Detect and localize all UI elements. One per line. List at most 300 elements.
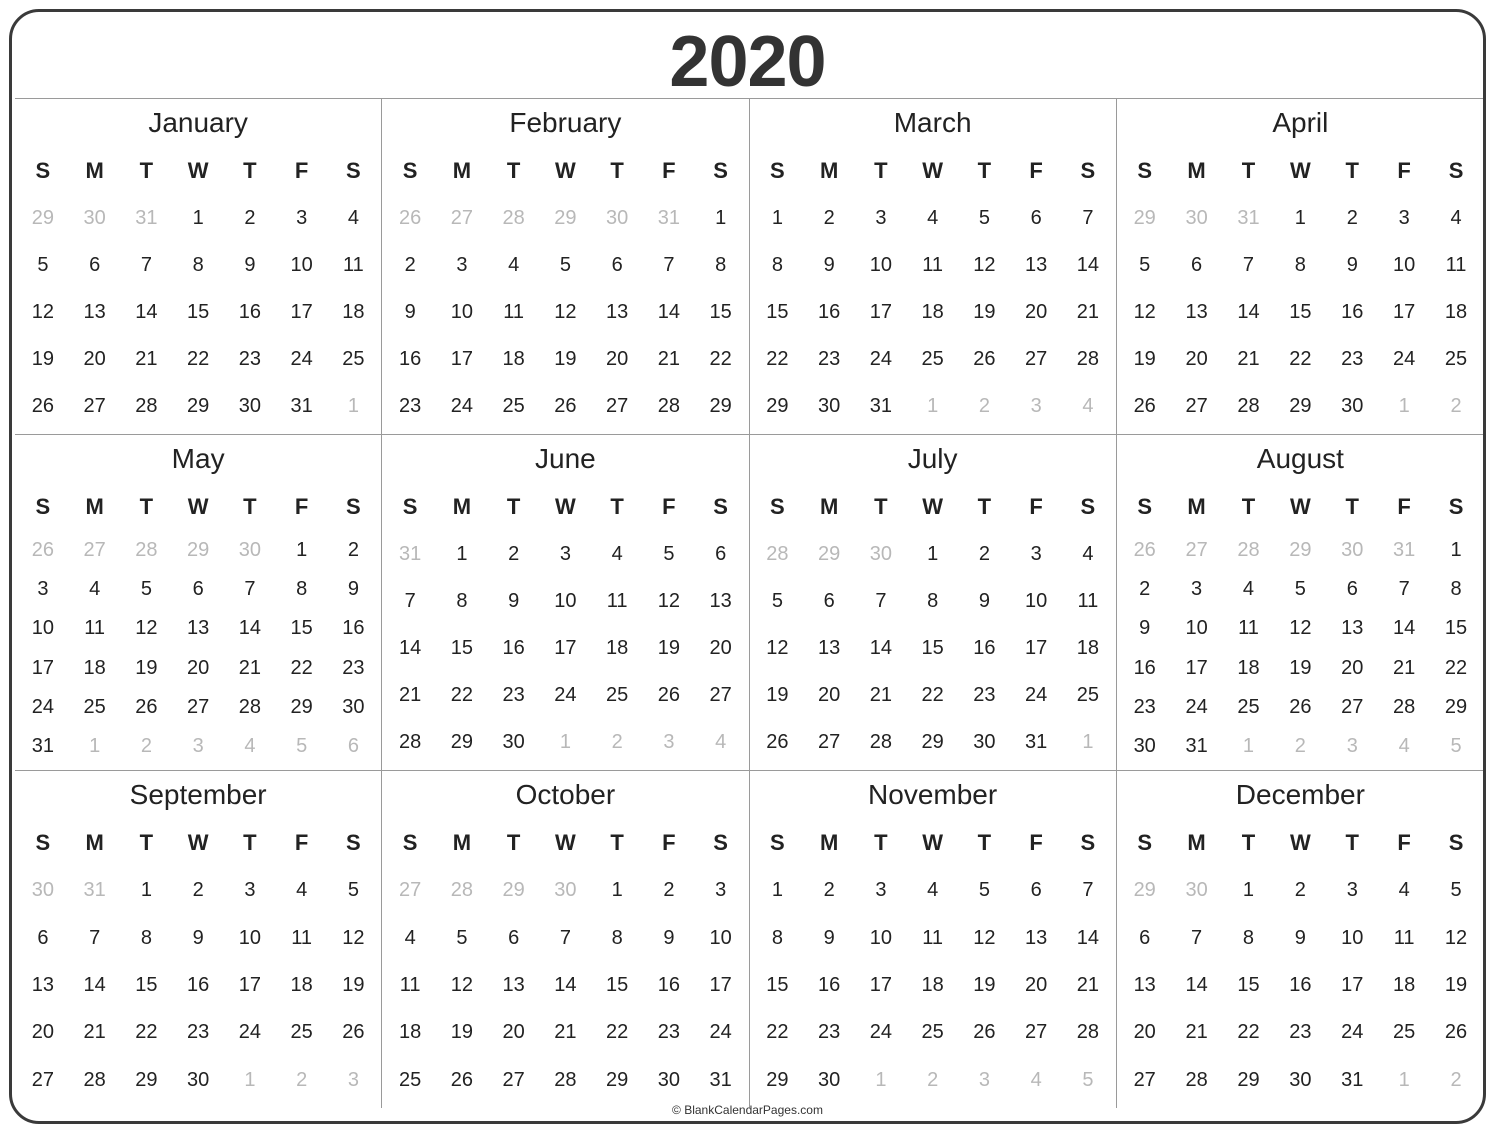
day-cell-adjacent-month: 27 — [450, 207, 473, 229]
week-row — [1119, 727, 1482, 766]
weekday-label: S — [35, 830, 51, 855]
weekday-label: W — [922, 830, 943, 855]
day-cell: 23 — [973, 684, 996, 706]
month-october — [382, 771, 749, 1108]
day-cell: 26 — [554, 395, 577, 417]
day-cell: 1 — [140, 879, 152, 902]
day-cell: 2 — [347, 539, 359, 562]
day-cell: 1 — [715, 207, 727, 229]
day-cell: 13 — [1341, 617, 1364, 640]
weeks — [17, 867, 379, 1104]
weekday-header — [384, 483, 746, 531]
day-cell-adjacent-month: 1 — [559, 731, 571, 753]
weekday-header — [752, 483, 1114, 531]
day-cell: 24 — [290, 348, 313, 370]
day-cell: 14 — [1393, 617, 1416, 640]
day-cell: 10 — [1393, 254, 1416, 276]
day-cell-adjacent-month: 30 — [83, 207, 106, 229]
day-cell: 21 — [83, 1021, 106, 1044]
month-december — [1117, 771, 1484, 1108]
year-title: 2020 — [669, 22, 826, 102]
day-cell-adjacent-month: 3 — [192, 734, 204, 757]
day-cell: 13 — [1025, 254, 1048, 276]
day-cell: 30 — [973, 731, 996, 753]
day-cell-adjacent-month: 28 — [766, 543, 789, 565]
day-cell: 18 — [83, 656, 106, 679]
day-cell: 23 — [657, 1021, 680, 1044]
day-cell: 11 — [922, 254, 943, 276]
day-cell-adjacent-month: 1 — [1398, 1068, 1410, 1091]
day-cell: 5 — [1294, 578, 1306, 601]
day-cell: 28 — [657, 395, 680, 417]
weeks — [17, 531, 379, 766]
week-row — [752, 672, 1114, 719]
day-cell: 28 — [554, 1068, 577, 1091]
weeks — [17, 195, 379, 430]
day-cell: 24 — [554, 684, 577, 706]
weekday-label: S — [770, 158, 785, 183]
day-cell: 3 — [715, 879, 727, 902]
week-row — [17, 195, 379, 242]
day-cell-adjacent-month: 27 — [83, 539, 106, 562]
weekday-header — [17, 483, 379, 531]
day-cell-adjacent-month: 26 — [1133, 539, 1156, 562]
day-cell: 17 — [1025, 637, 1048, 659]
weekday-label: S — [1137, 494, 1153, 519]
day-cell-adjacent-month: 2 — [140, 734, 152, 757]
footer-credit: © BlankCalendarPages.com — [672, 1103, 823, 1117]
day-cell: 5 — [456, 926, 468, 949]
weekday-label: S — [1137, 158, 1153, 183]
day-cell: 30 — [818, 395, 841, 417]
week-row — [384, 719, 746, 766]
weekday-label: S — [35, 494, 51, 519]
day-cell: 4 — [927, 207, 939, 229]
day-cell: 15 — [766, 974, 789, 997]
day-cell: 12 — [450, 974, 473, 997]
day-cell: 19 — [554, 348, 577, 370]
weekday-label: S — [346, 830, 361, 855]
day-cell: 22 — [766, 1021, 789, 1044]
day-cell: 25 — [1444, 348, 1468, 370]
day-cell: 23 — [1289, 1021, 1312, 1044]
day-cell: 16 — [818, 301, 841, 323]
day-cell: 17 — [31, 656, 54, 679]
day-cell: 10 — [1185, 617, 1208, 640]
day-cell: 20 — [1185, 348, 1208, 370]
day-cell: 24 — [1393, 348, 1416, 370]
day-cell: 6 — [1346, 578, 1358, 601]
day-cell: 1 — [1242, 879, 1255, 902]
week-row — [752, 719, 1114, 766]
day-cell: 20 — [1133, 1021, 1156, 1044]
day-cell: 9 — [244, 254, 256, 276]
week-row — [1119, 609, 1482, 648]
day-cell: 4 — [1242, 578, 1255, 601]
day-cell: 31 — [1025, 731, 1048, 753]
day-cell: 29 — [1289, 395, 1312, 417]
day-cell: 23 — [1341, 348, 1364, 370]
day-cell: 11 — [84, 617, 105, 640]
day-cell: 16 — [502, 637, 525, 659]
week-row — [384, 962, 746, 1009]
day-cell: 28 — [1076, 1021, 1099, 1044]
day-cell: 7 — [663, 254, 675, 276]
day-cell: 7 — [1082, 879, 1094, 902]
day-cell-adjacent-month: 3 — [1346, 734, 1358, 757]
day-cell: 7 — [140, 254, 152, 276]
day-cell: 15 — [709, 301, 732, 323]
day-cell: 22 — [290, 656, 313, 679]
weeks — [1119, 531, 1482, 766]
weekday-label: F — [1397, 494, 1411, 519]
month-name: July — [907, 443, 958, 474]
day-cell: 19 — [342, 974, 365, 997]
weekday-label: T — [506, 830, 521, 855]
day-cell: 1 — [296, 539, 308, 562]
day-cell-adjacent-month: 3 — [663, 731, 675, 753]
week-row — [1119, 1057, 1482, 1104]
day-cell-adjacent-month: 31 — [1237, 207, 1260, 229]
day-cell: 1 — [771, 207, 783, 229]
weekday-header — [1119, 819, 1482, 867]
day-cell: 24 — [1185, 695, 1208, 718]
day-cell: 21 — [135, 348, 158, 370]
day-cell: 11 — [1238, 617, 1259, 640]
week-row — [17, 336, 379, 383]
day-cell-adjacent-month: 2 — [978, 395, 990, 417]
day-cell: 4 — [347, 207, 359, 229]
day-cell: 21 — [657, 348, 680, 370]
day-cell: 11 — [1393, 926, 1415, 949]
day-cell: 22 — [1444, 656, 1468, 679]
day-cell: 3 — [1346, 879, 1358, 902]
day-cell: 11 — [399, 974, 421, 997]
day-cell: 14 — [135, 301, 158, 323]
day-cell: 6 — [192, 578, 204, 601]
week-row — [752, 914, 1114, 961]
week-row — [384, 195, 746, 242]
day-cell: 30 — [342, 695, 365, 718]
weekday-label: T — [610, 158, 624, 183]
day-cell: 20 — [1341, 656, 1364, 679]
day-cell: 23 — [187, 1021, 210, 1044]
day-cell-adjacent-month: 27 — [399, 879, 422, 902]
week-row — [1119, 688, 1482, 727]
day-cell: 16 — [1289, 974, 1312, 997]
week-row — [384, 531, 746, 578]
day-cell: 17 — [1341, 974, 1364, 997]
day-cell: 8 — [140, 926, 152, 949]
day-cell: 5 — [559, 254, 571, 276]
day-cell-adjacent-month: 1 — [875, 1068, 887, 1091]
weekday-label: T — [1345, 494, 1359, 519]
week-row — [752, 336, 1114, 383]
day-cell: 22 — [187, 348, 210, 370]
day-cell: 14 — [1237, 301, 1260, 323]
day-cell: 26 — [766, 731, 789, 753]
day-cell: 16 — [238, 301, 261, 323]
week-row — [752, 1009, 1114, 1056]
week-row — [384, 914, 746, 961]
week-row — [384, 383, 746, 430]
day-cell: 7 — [875, 590, 887, 612]
weekday-label: M — [85, 494, 104, 519]
day-cell: 15 — [290, 617, 313, 640]
day-cell: 19 — [657, 637, 680, 659]
day-cell: 22 — [921, 684, 944, 706]
week-row — [1119, 242, 1482, 289]
day-cell: 8 — [1450, 578, 1462, 601]
day-cell: 28 — [135, 395, 158, 417]
day-cell: 12 — [135, 617, 158, 640]
day-cell: 9 — [1346, 254, 1358, 276]
week-row — [17, 531, 379, 570]
week-row — [17, 962, 379, 1009]
day-cell: 20 — [1025, 301, 1048, 323]
day-cell: 25 — [921, 1021, 944, 1044]
day-cell: 19 — [1289, 656, 1312, 679]
day-cell: 14 — [83, 974, 106, 997]
weekday-label: W — [1289, 158, 1311, 183]
day-cell: 20 — [709, 637, 732, 659]
weekday-label: S — [713, 158, 728, 183]
day-cell-adjacent-month: 1 — [1242, 734, 1255, 757]
weekday-label: T — [977, 494, 992, 519]
weekday-label: F — [1029, 830, 1043, 855]
day-cell: 30 — [1133, 734, 1156, 757]
day-cell: 2 — [1294, 879, 1306, 902]
day-cell: 7 — [1191, 926, 1203, 949]
week-row — [752, 867, 1114, 914]
day-cell-adjacent-month: 2 — [1450, 1068, 1462, 1091]
day-cell-adjacent-month: 26 — [31, 539, 54, 562]
day-cell: 24 — [450, 395, 473, 417]
day-cell: 22 — [1237, 1021, 1260, 1044]
week-row — [17, 609, 379, 648]
day-cell: 14 — [1076, 926, 1099, 949]
day-cell: 12 — [1289, 617, 1312, 640]
day-cell: 25 — [290, 1021, 313, 1044]
day-cell: 2 — [508, 543, 520, 565]
day-cell: 6 — [508, 926, 520, 949]
day-cell-adjacent-month: 3 — [347, 1068, 359, 1091]
day-cell: 20 — [502, 1021, 525, 1044]
day-cell: 11 — [503, 301, 524, 323]
week-row — [1119, 649, 1482, 688]
weeks — [752, 195, 1114, 430]
day-cell: 18 — [921, 301, 944, 323]
day-cell: 13 — [83, 301, 106, 323]
day-cell: 12 — [973, 926, 996, 949]
day-cell: 30 — [657, 1068, 680, 1091]
month-april — [1117, 99, 1484, 435]
weekday-label: T — [977, 830, 992, 855]
day-cell: 5 — [663, 543, 675, 565]
day-cell: 17 — [1393, 301, 1416, 323]
day-cell-adjacent-month: 2 — [611, 731, 623, 753]
day-cell-adjacent-month: 31 — [135, 207, 158, 229]
day-cell: 28 — [1185, 1068, 1208, 1091]
weekday-label: W — [922, 158, 943, 183]
day-cell: 7 — [404, 590, 416, 612]
day-cell: 17 — [238, 974, 261, 997]
weekday-header — [17, 147, 379, 195]
weekday-label: T — [610, 830, 624, 855]
weekday-header — [1119, 483, 1482, 531]
day-cell: 2 — [823, 207, 835, 229]
day-cell: 27 — [187, 695, 210, 718]
day-cell: 12 — [1133, 301, 1156, 323]
day-cell: 23 — [1133, 695, 1156, 718]
day-cell: 9 — [508, 590, 520, 612]
day-cell: 8 — [611, 926, 623, 949]
day-cell: 17 — [869, 974, 892, 997]
day-cell-adjacent-month: 31 — [1393, 539, 1416, 562]
day-cell: 29 — [766, 395, 789, 417]
day-cell: 30 — [502, 731, 525, 753]
week-row — [752, 625, 1114, 672]
day-cell: 3 — [296, 207, 308, 229]
day-cell: 27 — [31, 1068, 54, 1091]
day-cell: 27 — [818, 731, 841, 753]
day-cell: 21 — [1076, 974, 1099, 997]
day-cell: 28 — [1237, 395, 1260, 417]
day-cell-adjacent-month: 5 — [296, 734, 308, 757]
day-cell: 3 — [875, 207, 887, 229]
day-cell: 14 — [554, 974, 577, 997]
week-row — [752, 1057, 1114, 1104]
day-cell: 4 — [404, 926, 416, 949]
day-cell-adjacent-month: 2 — [927, 1068, 939, 1091]
weekday-header — [17, 819, 379, 867]
day-cell: 9 — [1294, 926, 1306, 949]
day-cell: 27 — [1185, 395, 1208, 417]
month-name: January — [148, 107, 248, 138]
week-row — [752, 962, 1114, 1009]
day-cell: 10 — [709, 926, 732, 949]
day-cell: 26 — [973, 1021, 996, 1044]
day-cell: 12 — [657, 590, 680, 612]
day-cell: 10 — [554, 590, 577, 612]
weekday-label: W — [1289, 494, 1311, 519]
day-cell: 8 — [1242, 926, 1255, 949]
day-cell: 28 — [83, 1068, 106, 1091]
weeks — [384, 195, 746, 430]
day-cell: 7 — [244, 578, 256, 601]
calendar-sheet — [9, 9, 1486, 1124]
day-cell: 16 — [1341, 301, 1364, 323]
weekday-label: F — [1397, 158, 1411, 183]
weekday-label: M — [819, 158, 839, 183]
month-november — [750, 771, 1117, 1108]
weekday-label: W — [554, 830, 576, 855]
day-cell: 12 — [766, 637, 789, 659]
day-cell: 7 — [89, 926, 101, 949]
weekday-label: S — [346, 158, 361, 183]
week-row — [752, 578, 1114, 625]
day-cell: 4 — [927, 879, 939, 902]
day-cell: 15 — [606, 974, 629, 997]
week-row — [384, 625, 746, 672]
weekday-label: S — [402, 830, 418, 855]
day-cell: 16 — [187, 974, 210, 997]
day-cell: 13 — [1025, 926, 1048, 949]
weeks — [384, 867, 746, 1104]
weekday-label: M — [452, 158, 472, 183]
day-cell: 25 — [83, 695, 106, 718]
day-cell-adjacent-month: 30 — [1185, 879, 1208, 902]
day-cell-adjacent-month: 29 — [502, 879, 525, 902]
day-cell: 6 — [1030, 879, 1042, 902]
day-cell: 17 — [709, 974, 732, 997]
day-cell: 24 — [869, 348, 892, 370]
day-cell: 27 — [1341, 695, 1364, 718]
day-cell-adjacent-month: 2 — [1294, 734, 1306, 757]
weekday-label: S — [402, 494, 418, 519]
weekday-label: W — [187, 494, 209, 519]
day-cell: 30 — [238, 395, 261, 417]
day-cell-adjacent-month: 26 — [399, 207, 422, 229]
day-cell: 30 — [818, 1068, 841, 1091]
week-row — [1119, 195, 1482, 242]
day-cell: 6 — [823, 590, 835, 612]
day-cell: 8 — [456, 590, 468, 612]
day-cell: 2 — [244, 207, 256, 229]
weekday-label: T — [1241, 158, 1256, 183]
day-cell: 5 — [37, 254, 49, 276]
day-cell: 23 — [818, 348, 841, 370]
day-cell: 26 — [1444, 1021, 1468, 1044]
week-row — [1119, 914, 1482, 961]
day-cell: 1 — [611, 879, 623, 902]
day-cell: 19 — [973, 974, 996, 997]
day-cell-adjacent-month: 1 — [1398, 395, 1410, 417]
weekday-label: T — [1241, 830, 1256, 855]
day-cell: 9 — [404, 301, 416, 323]
weekday-label: W — [1289, 830, 1311, 855]
month-name: December — [1235, 779, 1365, 810]
month-name: October — [515, 779, 616, 810]
month-name: June — [535, 443, 596, 474]
weekday-label: F — [1397, 830, 1411, 855]
weekday-header — [752, 819, 1114, 867]
day-cell-adjacent-month: 3 — [1030, 395, 1042, 417]
weekday-label: T — [506, 158, 521, 183]
day-cell: 24 — [709, 1021, 732, 1044]
weekday-label: T — [977, 158, 992, 183]
day-cell: 17 — [869, 301, 892, 323]
weekday-label: T — [506, 494, 521, 519]
day-cell: 4 — [611, 543, 623, 565]
day-cell: 4 — [1082, 543, 1094, 565]
week-row — [1119, 383, 1482, 430]
day-cell: 6 — [1030, 207, 1042, 229]
day-cell: 13 — [606, 301, 629, 323]
day-cell: 26 — [973, 348, 996, 370]
day-cell: 19 — [31, 348, 54, 370]
day-cell: 19 — [450, 1021, 473, 1044]
weeks — [752, 867, 1114, 1104]
day-cell: 7 — [1242, 254, 1255, 276]
weekday-label: S — [1137, 830, 1153, 855]
day-cell: 13 — [31, 974, 54, 997]
day-cell: 8 — [927, 590, 939, 612]
weekday-label: T — [243, 158, 257, 183]
day-cell: 22 — [450, 684, 473, 706]
day-cell: 18 — [606, 637, 629, 659]
day-cell: 8 — [1294, 254, 1306, 276]
